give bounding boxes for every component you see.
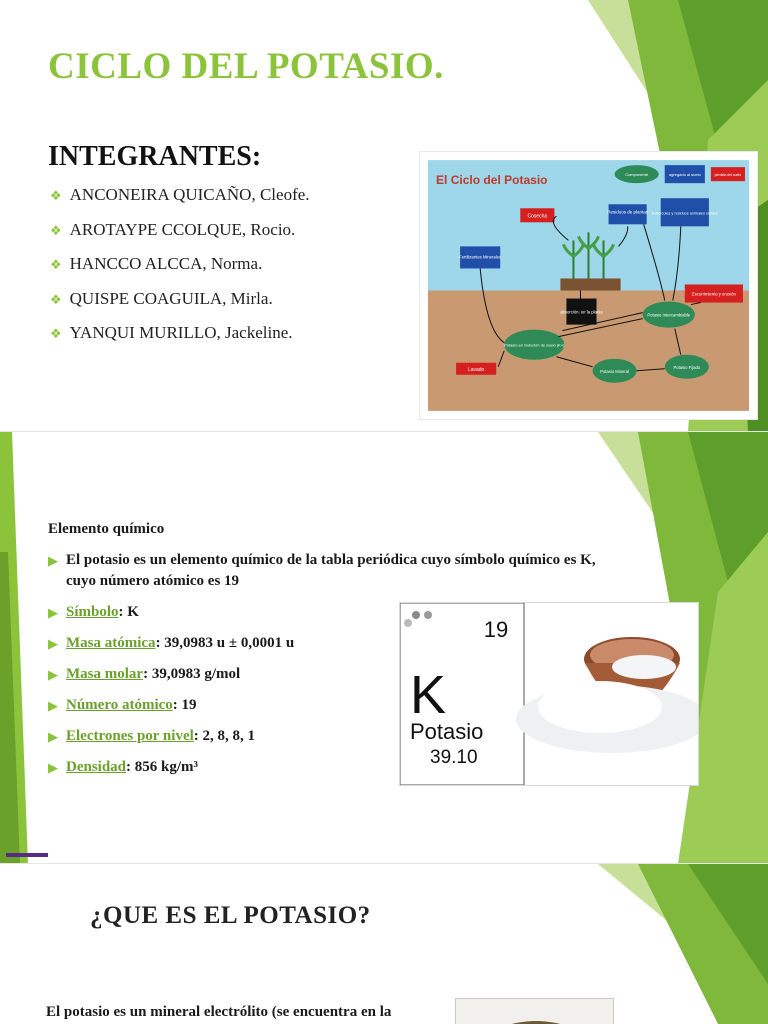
- svg-text:Potasio Intercambiable: Potasio Intercambiable: [647, 312, 691, 318]
- svg-text:Cosecha: Cosecha: [527, 213, 548, 220]
- diamond-bullet-icon: ❖: [50, 222, 62, 238]
- purple-accent-bar: [6, 853, 48, 857]
- element-name: Potasio: [410, 719, 484, 744]
- element-subtitle: Elemento químico: [48, 521, 165, 537]
- list-item: ▶ Electrones por nivel: 2, 8, 8, 1: [48, 726, 618, 747]
- svg-text:pérdida del suelo: pérdida del suelo: [714, 173, 742, 178]
- svg-text:Residuos de plantas: Residuos de plantas: [607, 209, 649, 215]
- svg-text:Lavado: Lavado: [467, 366, 485, 373]
- density-link[interactable]: Densidad: [66, 759, 127, 775]
- members-list: [50, 185, 310, 358]
- svg-text:Estiércoles y residuos animale: Estiércoles y residuos animales sólidos: [651, 211, 718, 216]
- list-item: ▶ Número atómico: 19: [48, 695, 618, 716]
- triangle-bullet-icon: ▶: [48, 760, 58, 775]
- svg-text:Fertilizantes Minerales: Fertilizantes Minerales: [459, 254, 502, 260]
- diagram-title: El Ciclo del Potasio: [436, 173, 548, 188]
- svg-text:Potasio en Solución de suelo (: Potasio en Solución de suelo (K+): [504, 342, 565, 348]
- list-item: ▶ Masa molar: 39,0983 g/mol: [48, 664, 618, 685]
- legend: [615, 165, 745, 183]
- element-symbol: K: [410, 665, 447, 725]
- diamond-bullet-icon: ❖: [50, 326, 62, 341]
- slide-what-is-potassium: [0, 864, 768, 1024]
- list-item: ❖ YANQUI MURILLO, Jackeline.: [50, 323, 293, 342]
- periodic-element-card: [399, 602, 699, 786]
- electron-dot-icon: [404, 619, 412, 627]
- svg-text:agregado al suelo: agregado al suelo: [668, 172, 701, 178]
- svg-text:Escurrimiento y erosión: Escurrimiento y erosión: [691, 291, 736, 297]
- list-item: ▶ Símbolo: K: [48, 602, 618, 623]
- list-item: ❖ QUISPE COAGUILA, Mirla.: [50, 288, 273, 308]
- diamond-bullet-icon: ❖: [50, 188, 62, 203]
- list-item: ❖ ANCONEIRA QUICAÑO, Cleofe.: [50, 185, 310, 204]
- triangle-bullet-icon: ▶: [48, 553, 58, 568]
- electrons-per-level-link[interactable]: Electrones por nivel: [66, 728, 194, 744]
- triangle-bullet-icon: ▶: [48, 667, 58, 682]
- triangle-bullet-icon: ▶: [48, 698, 58, 713]
- potassium-cycle-diagram: [419, 151, 758, 420]
- members-heading: INTEGRANTES:: [48, 141, 262, 172]
- body-text: El potasio es un mineral electrólito (se encuentra en la: [46, 1004, 392, 1020]
- svg-text:Potasio Fijado: Potasio Fijado: [673, 364, 701, 370]
- section-title: ¿QUE ES EL POTASIO?: [90, 902, 371, 929]
- slide-title-text: CICLO DEL POTASIO.: [48, 46, 444, 87]
- list-item: ▶ El potasio es un elemento químico de la tabla periódica cuyo símbolo químico es K, cuyo número atómico es 19: [48, 552, 596, 589]
- electron-dot-icon: [412, 611, 420, 619]
- svg-text:Componente: Componente: [625, 172, 649, 178]
- diamond-bullet-icon: ❖: [50, 291, 62, 307]
- left-edge-decoration: [0, 432, 30, 864]
- atomic-number-link[interactable]: Número atómico: [66, 697, 173, 713]
- list-item: ❖ AROTAYPE CCOLQUE, Rocio.: [50, 219, 296, 239]
- svg-text:absorción por la planta: absorción por la planta: [560, 309, 603, 315]
- triangle-bullet-icon: ▶: [48, 729, 58, 744]
- slide-title: [0, 0, 768, 432]
- triangle-bullet-icon: ▶: [48, 605, 58, 620]
- list-item: ▶ Masa atómica: 39,0983 u ± 0,0001 u: [48, 633, 618, 654]
- symbol-link[interactable]: Símbolo: [66, 604, 119, 620]
- atomic-mass-link[interactable]: Masa atómica: [66, 635, 156, 651]
- list-item: ▶ Densidad: 856 kg/m³: [48, 757, 618, 778]
- atomic-number: 19: [483, 617, 509, 642]
- diamond-bullet-icon: ❖: [50, 257, 62, 272]
- svg-text:Potasio Mineral: Potasio Mineral: [600, 368, 630, 374]
- triangle-bullet-icon: ▶: [48, 636, 58, 651]
- slide-element-facts: [0, 432, 768, 864]
- atomic-mass: 39.10: [430, 747, 478, 768]
- salt-bowl-icon: [516, 637, 698, 753]
- molar-mass-link[interactable]: Masa molar: [66, 666, 144, 682]
- list-item: ❖ HANCCO ALCCA, Norma.: [50, 254, 263, 273]
- potassium-image: [455, 998, 614, 1024]
- electron-dot-icon: [424, 611, 432, 619]
